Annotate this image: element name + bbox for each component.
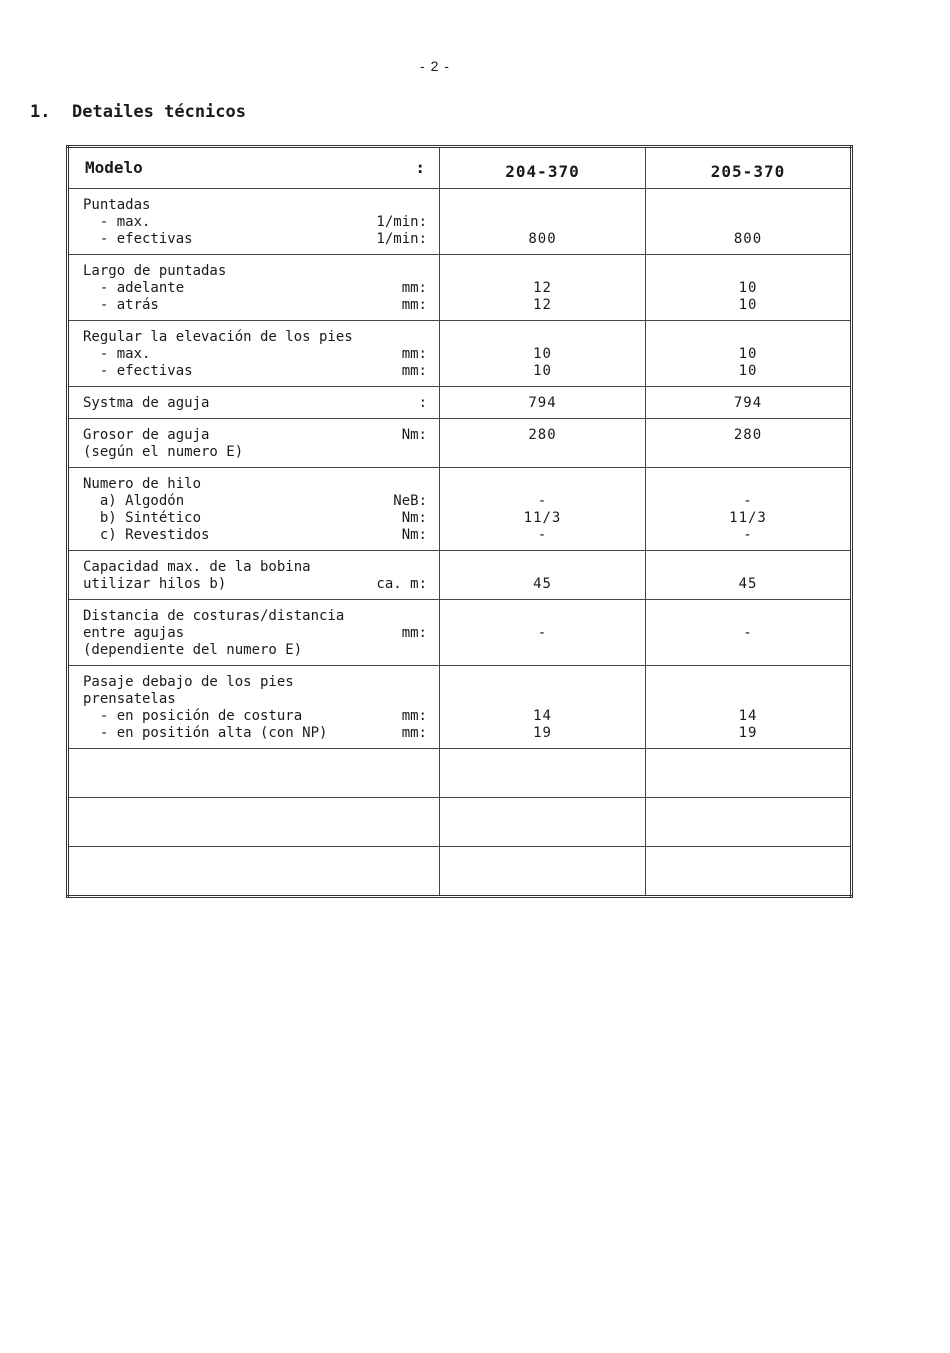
spec-value-cell [646,189,852,255]
spec-line [83,559,427,576]
spec-value: - [743,493,753,509]
spec-value: 12 [533,297,552,313]
spec-text: - max. [83,214,151,230]
spec-unit: : [418,395,427,411]
spec-text: Grosor de aguja [83,427,210,443]
spec-value: - [743,527,753,543]
spec-unit: mm: [401,363,427,379]
spec-text: Capacidad max. de la bobina [83,559,311,575]
spec-value-cell [440,189,646,255]
spec-unit: mm: [401,280,427,296]
table-row [68,321,852,387]
spec-line [83,674,427,691]
table-header-row [68,147,852,189]
empty-cell [646,749,852,798]
spec-text: (dependiente del numero E) [83,642,303,658]
spec-value: 14 [738,708,758,724]
spec-line [83,214,427,231]
spec-value-cell [440,600,646,666]
spec-line [83,346,427,363]
section-title-text: Detailes técnicos [72,102,246,122]
table-row [68,387,852,419]
spec-value-cell [646,551,852,600]
spec-line [83,476,427,493]
spec-value [440,559,645,576]
spec-line [83,576,427,593]
model-204-370: 204-370 [505,162,580,181]
spec-unit: 1/min: [376,214,427,230]
spec-value: - [537,527,548,543]
spec-value-cell [440,321,646,387]
header-label: Modelo [85,158,143,177]
spec-value-cell [646,387,852,419]
spec-value [646,691,850,708]
section-number: 1. [30,102,51,122]
spec-value: 280 [528,427,557,443]
spec-line [83,510,427,527]
empty-cell [646,798,852,847]
spec-text: Distancia de costuras/distancia [83,608,345,624]
spec-line [83,263,427,280]
spec-value: 10 [533,346,552,362]
empty-cell [646,847,852,897]
spec-description-cell [68,255,440,321]
empty-row [68,847,852,897]
empty-cell [440,749,646,798]
spec-unit: 1/min: [376,231,427,247]
spec-line [83,427,427,444]
section-title [30,102,246,122]
spec-value: - [537,625,548,641]
spec-line [83,708,427,725]
spec-unit: mm: [401,708,427,724]
spec-value-cell [646,600,852,666]
spec-description-cell [68,551,440,600]
spec-value-cell [646,666,852,749]
header-colon: : [415,158,425,177]
spec-value: 794 [733,395,763,411]
spec-line [83,444,427,461]
spec-value-cell [440,419,646,468]
spec-text: - en posición de costura [83,708,303,724]
empty-row [68,749,852,798]
spec-line [83,280,427,297]
empty-row [68,798,852,847]
page-number: - 2 - [420,58,450,74]
spec-value: 45 [738,576,758,592]
spec-text: Regular la elevación de los pies [83,329,353,345]
spec-line [83,493,427,510]
spec-text: c) Revestidos [83,527,210,543]
spec-text: Numero de hilo [83,476,202,492]
spec-value [440,608,645,625]
spec-value-cell [440,255,646,321]
spec-value [440,329,645,346]
header-model-cell [440,147,646,189]
spec-value [440,642,645,659]
spec-value: 12 [533,280,552,296]
spec-value [646,444,850,461]
spec-text: - efectivas [83,363,193,379]
table-row [68,419,852,468]
spec-text: Puntadas [83,197,151,213]
table-row [68,666,852,749]
spec-value-cell [646,255,852,321]
spec-value-cell [440,551,646,600]
spec-value [440,691,645,708]
spec-value: 10 [738,297,758,313]
spec-unit: Nm: [401,510,427,526]
spec-value-cell [646,321,852,387]
spec-text: Systma de aguja [83,395,210,411]
spec-text: b) Sintético [83,510,202,526]
spec-value-cell [440,387,646,419]
spec-value [646,608,850,625]
spec-line [83,725,427,742]
spec-text: (según el numero E) [83,444,244,460]
spec-description-cell [68,600,440,666]
spec-value [440,674,645,691]
spec-text: Largo de puntadas [83,263,227,279]
spec-text: - en positión alta (con NP) [83,725,328,741]
spec-description-cell [68,387,440,419]
spec-value [646,559,850,576]
spec-value: - [537,493,548,509]
spec-value: 794 [528,395,557,411]
spec-unit: ca. m: [376,576,427,592]
spec-text: entre agujas [83,625,185,641]
spec-text: - efectivas [83,231,193,247]
spec-text: Pasaje debajo de los pies [83,674,294,690]
spec-text: - atrás [83,297,159,313]
spec-value: 45 [533,576,552,592]
table-row [68,468,852,551]
spec-line [83,329,427,346]
header-model-cell [646,147,852,189]
spec-text: - max. [83,346,151,362]
spec-value: 19 [533,725,552,741]
spec-value [440,263,645,280]
spec-value [646,329,850,346]
spec-description-cell [68,321,440,387]
spec-value [646,214,850,231]
spec-text: prensatelas [83,691,176,707]
table-row [68,255,852,321]
spec-unit: Nm: [401,427,427,443]
spec-description-cell [68,666,440,749]
spec-value [646,476,850,493]
spec-unit: mm: [401,625,427,641]
spec-description-cell [68,419,440,468]
spec-value: 800 [733,231,763,247]
spec-unit: mm: [401,725,427,741]
spec-value: - [743,625,753,641]
spec-value: 10 [738,363,758,379]
spec-line [83,395,427,412]
spec-description-cell [68,189,440,255]
spec-unit: mm: [401,297,427,313]
spec-description-cell [68,468,440,551]
spec-value: 280 [733,427,763,443]
spec-value: 800 [528,231,557,247]
empty-cell [68,847,440,897]
spec-value [646,197,850,214]
spec-line [83,625,427,642]
spec-value-cell [440,468,646,551]
table-row [68,551,852,600]
spec-line [83,197,427,214]
empty-cell [440,798,646,847]
spec-value [646,674,850,691]
empty-cell [440,847,646,897]
spec-value: 10 [533,363,552,379]
spec-value [440,214,645,231]
spec-value: 10 [738,346,758,362]
spec-unit: NeB: [393,493,427,509]
model-205-370: 205-370 [710,162,786,181]
spec-value [646,263,850,280]
specs-table [66,145,853,898]
spec-line [83,527,427,544]
spec-value: 14 [533,708,552,724]
spec-value: 11/3 [523,510,562,526]
spec-line [83,297,427,314]
spec-value [440,476,645,493]
spec-text: - adelante [83,280,185,296]
spec-line [83,642,427,659]
spec-value [440,197,645,214]
spec-value [440,444,645,461]
spec-value [646,642,850,659]
spec-line [83,231,427,248]
spec-unit: mm: [401,346,427,362]
spec-value: 19 [738,725,758,741]
spec-line [83,363,427,380]
empty-cell [68,749,440,798]
table-row [68,600,852,666]
spec-value-cell [440,666,646,749]
spec-line [83,608,427,625]
spec-value: 10 [738,280,758,296]
spec-value-cell [646,468,852,551]
spec-line [83,691,427,708]
spec-value-cell [646,419,852,468]
spec-text: utilizar hilos b) [83,576,227,592]
spec-unit: Nm: [401,527,427,543]
spec-value: 11/3 [729,510,767,526]
empty-cell [68,798,440,847]
spec-text: a) Algodón [83,493,185,509]
header-label-cell [68,147,440,189]
table-row [68,189,852,255]
